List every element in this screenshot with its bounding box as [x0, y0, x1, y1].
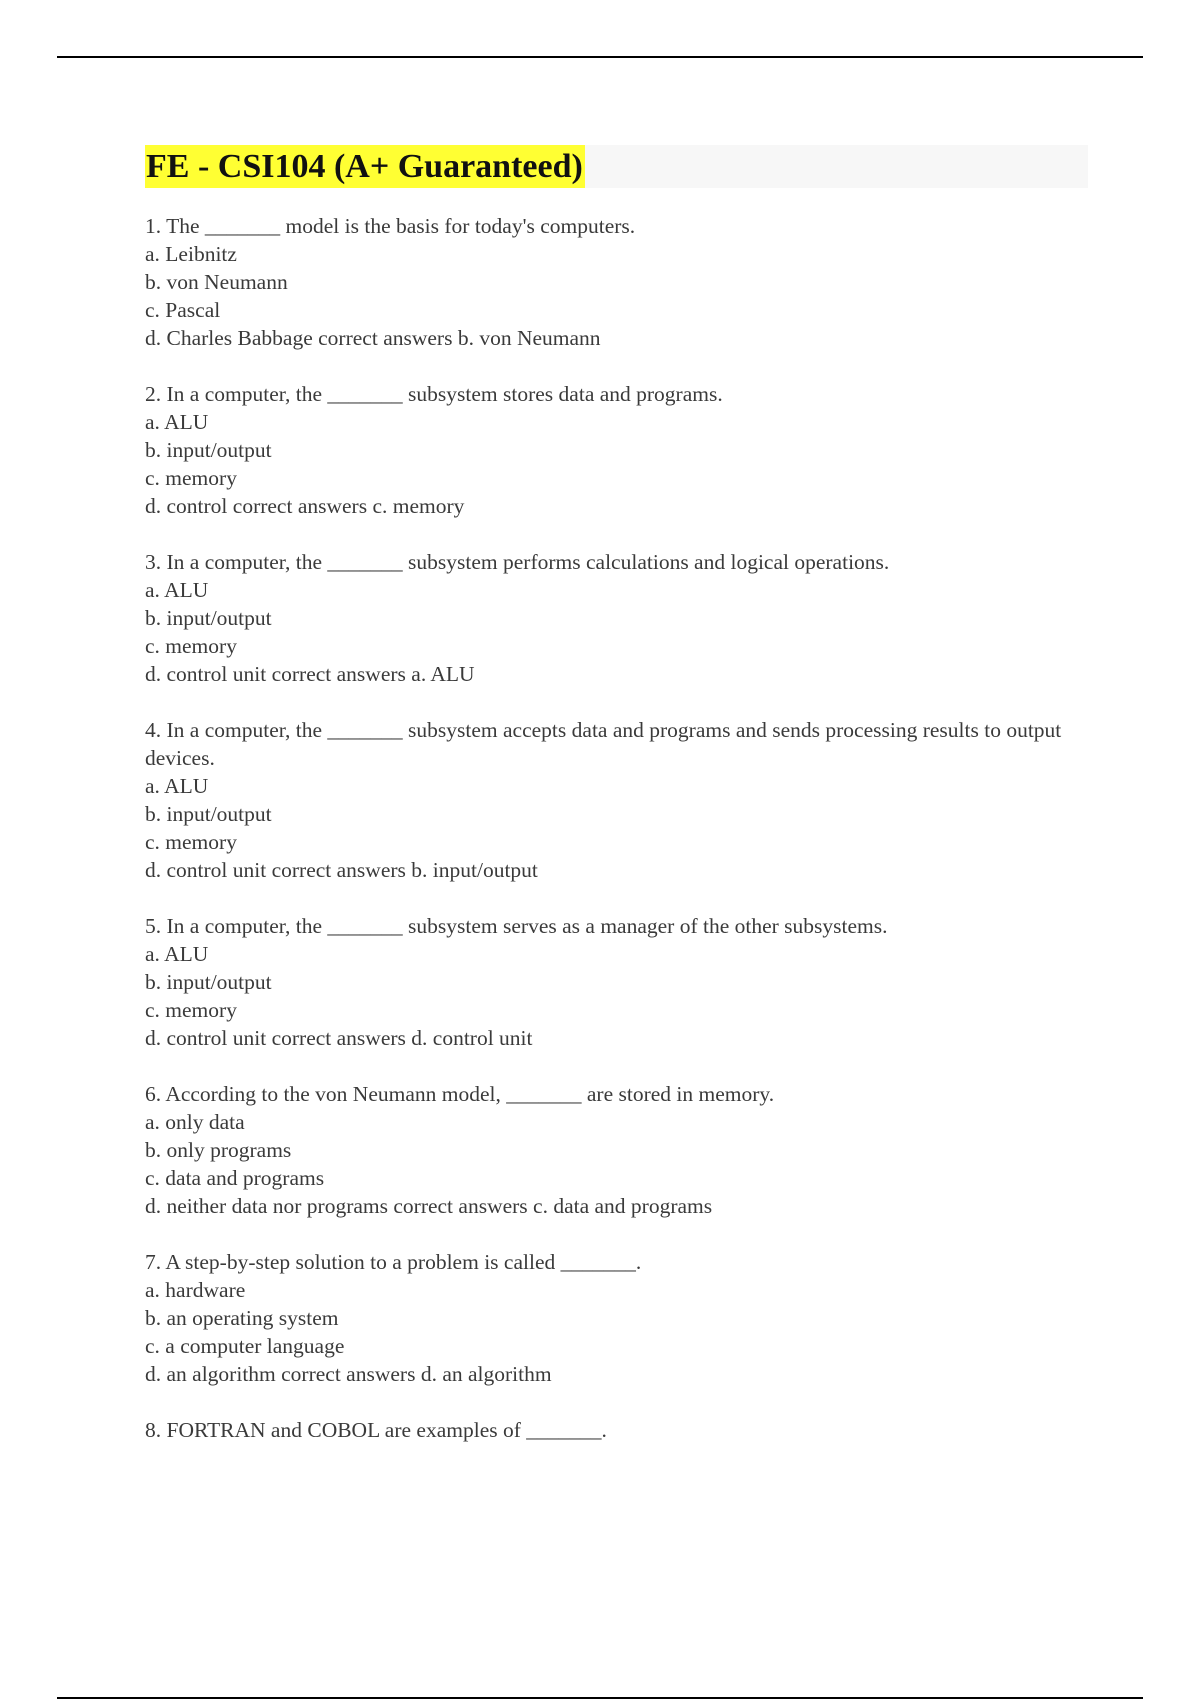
answer-option: b. input/output	[145, 802, 272, 826]
question-stem: 1. The _______ model is the basis for today's computers.	[145, 214, 636, 238]
answer-option: b. input/output	[145, 970, 272, 994]
answer-option: b. von Neumann	[145, 270, 288, 294]
answer-option: b. input/output	[145, 606, 272, 630]
document-title: FE - CSI104 (A+ Guaranteed)	[145, 145, 585, 188]
question-stem: 7. A step-by-step solution to a problem is called _______.	[145, 1250, 642, 1274]
question-7	[145, 1248, 1090, 1388]
question-6	[145, 1080, 1090, 1220]
question-4	[145, 716, 1090, 884]
answer-option: c. memory	[145, 634, 237, 658]
answer-option: c. memory	[145, 830, 237, 854]
answer-option: c. Pascal	[145, 298, 221, 322]
question-stem: 8. FORTRAN and COBOL are examples of _______.	[145, 1418, 607, 1442]
answer-option-with-correct-answer: d. control correct answers c. memory	[145, 494, 465, 518]
answer-option: a. Leibnitz	[145, 242, 237, 266]
answer-option: b. only programs	[145, 1138, 292, 1162]
answer-option-with-correct-answer: d. an algorithm correct answers d. an algorithm	[145, 1362, 552, 1386]
question-8	[145, 1416, 1090, 1444]
answer-option-with-correct-answer: d. control unit correct answers a. ALU	[145, 662, 475, 686]
answer-option-with-correct-answer: d. control unit correct answers b. input/output	[145, 858, 538, 882]
answer-option: a. ALU	[145, 578, 209, 602]
answer-option: a. only data	[145, 1110, 245, 1134]
title-bar	[145, 145, 1088, 188]
bottom-rule	[57, 1697, 1143, 1699]
answer-option: c. a computer language	[145, 1334, 345, 1358]
answer-option: b. an operating system	[145, 1306, 339, 1330]
question-stem: 5. In a computer, the _______ subsystem serves as a manager of the other subsystems.	[145, 914, 888, 938]
answer-option: a. ALU	[145, 410, 209, 434]
answer-option-with-correct-answer: d. control unit correct answers d. control unit	[145, 1026, 533, 1050]
question-stem: 6. According to the von Neumann model, _______ are stored in memory.	[145, 1082, 775, 1106]
question-3	[145, 548, 1090, 688]
answer-option: a. ALU	[145, 774, 209, 798]
question-5	[145, 912, 1090, 1052]
question-stem: 2. In a computer, the _______ subsystem stores data and programs.	[145, 382, 723, 406]
answer-option-with-correct-answer: d. neither data nor programs correct answers c. data and programs	[145, 1194, 713, 1218]
answer-option: a. ALU	[145, 942, 209, 966]
document-body	[145, 145, 1090, 1472]
answer-option: c. memory	[145, 466, 237, 490]
question-1	[145, 212, 1090, 352]
top-rule	[57, 56, 1143, 58]
answer-option: b. input/output	[145, 438, 272, 462]
answer-option-with-correct-answer: d. Charles Babbage correct answers b. von Neumann	[145, 326, 601, 350]
question-2	[145, 380, 1090, 520]
question-stem: 4. In a computer, the _______ subsystem accepts data and programs and sends processing results to output devices.	[145, 718, 1062, 770]
answer-option: c. memory	[145, 998, 237, 1022]
answer-option: a. hardware	[145, 1278, 246, 1302]
answer-option: c. data and programs	[145, 1166, 325, 1190]
question-stem: 3. In a computer, the _______ subsystem performs calculations and logical operations.	[145, 550, 890, 574]
